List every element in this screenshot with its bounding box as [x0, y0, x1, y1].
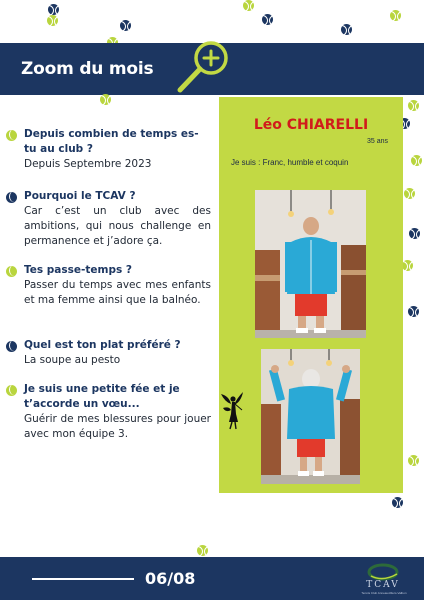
tennis-ball-icon: [47, 15, 58, 26]
tennis-ball-bullet-icon: [6, 385, 17, 396]
player-photo-back: [261, 349, 360, 484]
player-photo-front: [255, 190, 366, 338]
tennis-ball-icon: [392, 497, 403, 508]
tennis-ball-icon: [262, 14, 273, 25]
tennis-ball-icon: [408, 455, 419, 466]
tennis-ball-bullet-icon: [6, 192, 17, 203]
player-description: Je suis : Franc, humble et coquin: [231, 158, 349, 167]
qa-item: [24, 263, 211, 308]
qa-item: [24, 127, 211, 172]
answer-text: Depuis Septembre 2023: [24, 158, 152, 170]
page-number: 06/08: [145, 569, 196, 588]
logo-text: TCAV: [366, 580, 400, 590]
qa-item: [24, 382, 211, 442]
tennis-ball-icon: [341, 24, 352, 35]
tennis-ball-icon: [390, 10, 401, 21]
tennis-ball-icon: [243, 0, 254, 11]
answer-text: Car c’est un club avec des ambitions, qui nous challenge en permanence et j’adore ça.: [24, 205, 211, 247]
question-text: Quel est ton plat préféré ?: [24, 339, 181, 351]
tennis-ball-icon: [408, 306, 419, 317]
tennis-ball-icon: [408, 100, 419, 111]
tennis-ball-icon: [120, 20, 131, 31]
question-text: Depuis combien de temps es-tu au club ?: [24, 128, 199, 155]
magnifier-plus-icon: [170, 36, 236, 98]
tennis-ball-bullet-icon: [6, 341, 17, 352]
tennis-ball-icon: [197, 545, 208, 556]
answer-text: La soupe au pesto: [24, 354, 121, 366]
tennis-ball-bullet-icon: [6, 130, 17, 141]
tennis-ball-icon: [100, 94, 111, 105]
tennis-ball-icon: [404, 188, 415, 199]
page-title: Zoom du mois: [21, 59, 154, 79]
answer-text: Guérir de mes blessures pour jouer avec mon équipe 3.: [24, 413, 211, 440]
tennis-ball-icon: [48, 4, 59, 15]
tennis-ball-icon: [409, 228, 420, 239]
qa-item: [24, 189, 211, 249]
question-text: Pourquoi le TCAV ?: [24, 190, 136, 202]
tennis-ball-icon: [411, 155, 422, 166]
footer-divider: [32, 578, 134, 580]
player-age: 35 ans: [366, 138, 388, 145]
player-name: Léo CHIARELLI: [253, 117, 369, 133]
tennis-ball-bullet-icon: [6, 266, 17, 277]
question-text: Tes passe-temps ?: [24, 264, 132, 276]
tennis-ball-icon: [402, 260, 413, 271]
fairy-silhouette-icon: [217, 386, 247, 430]
qa-item: [24, 338, 211, 368]
logo-subtext: Tennis Club Anneauvilliers-Valbon: [361, 591, 407, 595]
question-text: Je suis une petite fée et je t’accorde un vœu...: [24, 383, 180, 410]
answer-text: Passer du temps avec mes enfants et ma femme ainsi que la balnéo.: [24, 279, 211, 306]
